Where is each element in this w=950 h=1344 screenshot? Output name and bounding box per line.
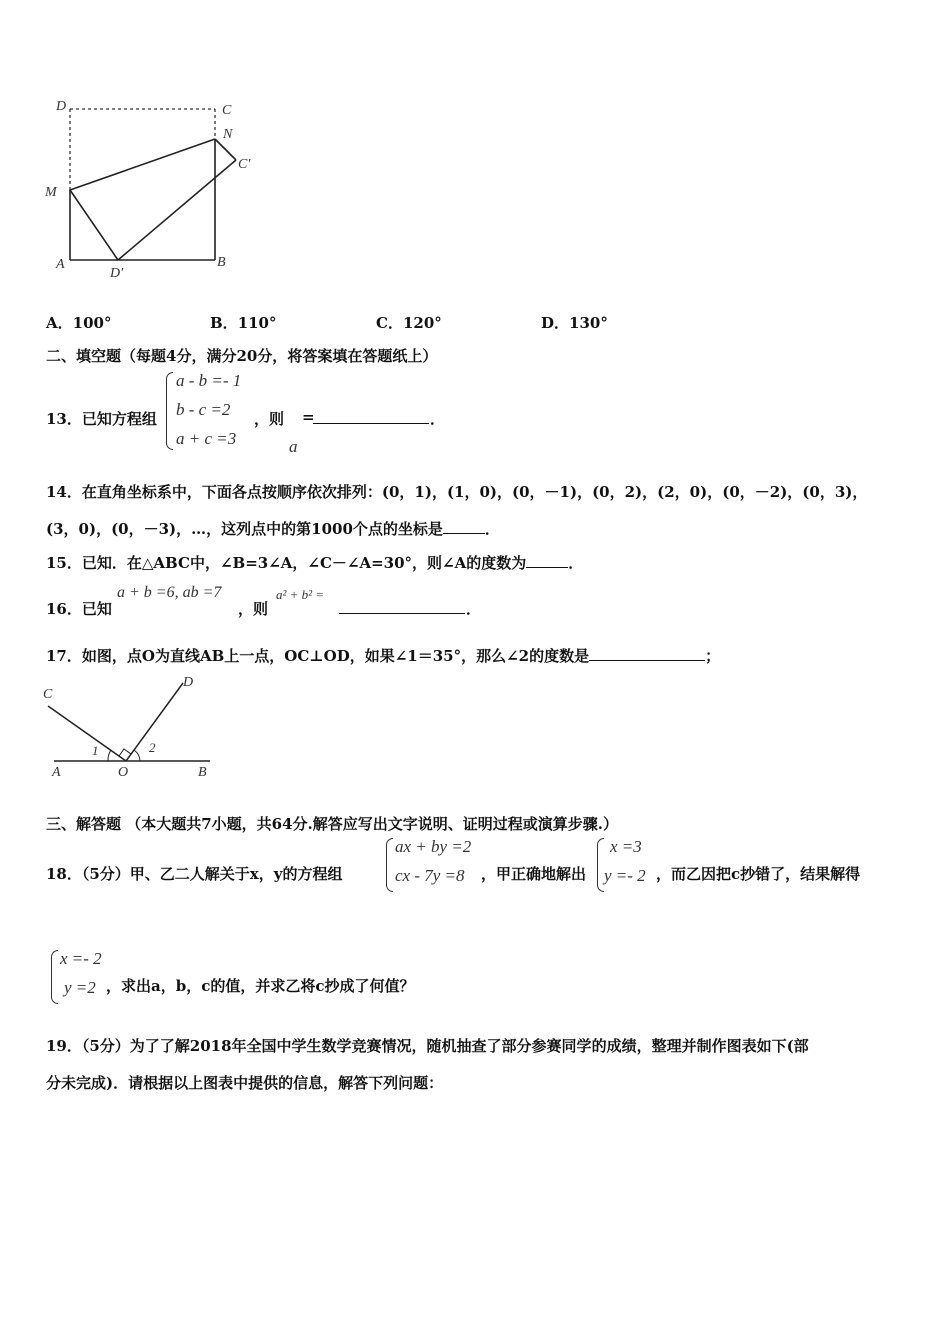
q16-end: ． [466,600,482,618]
q14-line1: 14．在直角坐标系中，下面各点按顺序依次排列：(0，1)，(1，0)，(0，－1)，(0，2)，(2，0)，(0，－2)，(0，3)， [46,483,868,501]
label-n: N [223,127,233,142]
option-a-value: 100° [72,314,112,332]
label-o: O [118,765,129,780]
label-d: D [56,99,67,114]
q18-sol2-y: y =2 [64,978,96,997]
q18-sol1-x: x =3 [610,837,642,856]
q13-denominator: a [289,437,298,456]
q18-mid: ，甲正确地解出 [481,865,587,883]
option-c [376,312,442,333]
label-b: B [217,255,226,270]
q13-eq3: a + c =3 [176,429,237,448]
edge-d-prime-c-prime [118,160,236,260]
angle-2-arc [134,750,140,761]
q18-solution1-brace [597,838,604,892]
q14-answer-blank[interactable] [443,519,485,534]
q13-eq2: b - c =2 [176,400,231,419]
q16-given: a + b =6, ab =7 [117,584,222,601]
q15-answer-blank[interactable] [526,553,568,568]
fold-line-mn [70,139,215,190]
label-b: B [198,765,207,780]
label-angle-2: 2 [149,740,156,755]
q17 [46,645,720,666]
label-a: A [52,765,61,780]
section-3-title: 三、解答题 （本大题共7小题，共64分.解答应写出文字说明、证明过程或演算步骤.） [46,815,618,833]
section-2-title: 二、填空题（每题4分，满分20分，将答案填在答题纸上） [46,347,438,365]
q13-then: ，则 [254,410,285,428]
label-d: D [183,675,194,690]
q13-end: ． [430,410,446,428]
q18-sys-eq1: ax + by =2 [395,837,472,856]
q13-system-brace [166,372,173,450]
angle-1-arc [108,750,111,761]
q18-tail: ，而乙因把c抄错了，结果解得 [656,865,861,883]
q14-line2-text: (3，0)，(0，－3)，…，这列点中的第1000个点的坐标是 [46,520,443,538]
q19-line1: 19．（5分）为了了解2018年全国中学生数学竞赛情况，随机抽查了部分参赛同学的成绩，整理并制作图表如下(部 [46,1037,809,1055]
q18-solution2-brace [51,950,58,1004]
label-c: C [43,687,53,702]
q13-eq1: a - b =- 1 [176,371,242,390]
label-d-prime: D′ [110,266,124,281]
q13-answer-blank[interactable] [313,409,429,428]
q15-end: ． [568,554,584,572]
label-a: A [56,257,65,272]
q13-equals: = [302,408,315,426]
q16-then: ，则 [238,600,269,618]
ray-oc [48,706,126,761]
q15 [46,552,583,573]
right-angle-mark [119,749,131,761]
edge-c-prime-n [215,139,236,160]
figure-folded-rectangle [40,92,270,282]
q13-prefix: 13．已知方程组 [46,410,157,428]
option-a [46,312,111,333]
q19-line2: 分未完成)．请根据以上图表中提供的信息，解答下列问题： [46,1074,444,1092]
option-c-letter: C． [376,314,403,332]
q17-text: 17．如图，点O为直线AB上一点，OC⊥OD，如果∠1＝35°，那么∠2的度数是 [46,647,590,665]
q14-end: ． [484,520,500,538]
option-b-value: 110° [237,314,277,332]
option-d-letter: D． [541,314,570,332]
label-c-prime: C′ [238,157,251,172]
q14-line2 [46,518,500,539]
edge-md-prime [70,190,118,260]
q17-end: ； [705,647,721,665]
label-m: M [45,185,57,200]
q17-answer-blank[interactable] [589,646,705,661]
q16-prefix: 16．已知 [46,600,112,618]
option-b-letter: B． [210,314,238,332]
option-a-letter: A． [46,314,73,332]
q18-prefix: 18．（5分）甲、乙二人解关于x，y的方程组 [46,865,343,883]
q16-expr: a² + b² = [276,587,325,602]
option-c-value: 120° [402,314,442,332]
option-d [541,312,608,333]
option-b [210,312,277,333]
figure-perpendicular-rays [40,672,220,784]
q18-sol2-x: x =- 2 [60,949,102,968]
q18-system-brace [386,838,393,892]
q18-sol1-y: y =- 2 [604,866,646,885]
q18-question: ，求出a，b，c的值，并求乙将c抄成了何值？ [106,977,415,995]
label-c: C [222,103,232,118]
q18-sys-eq2: cx - 7y =8 [395,866,465,885]
q15-text: 15．已知．在△ABC中，∠B=3∠A，∠C－∠A=30°，则∠A的度数为 [46,554,527,572]
q16-answer-blank[interactable] [339,599,465,618]
option-d-value: 130° [569,314,608,332]
label-angle-1: 1 [92,743,99,758]
